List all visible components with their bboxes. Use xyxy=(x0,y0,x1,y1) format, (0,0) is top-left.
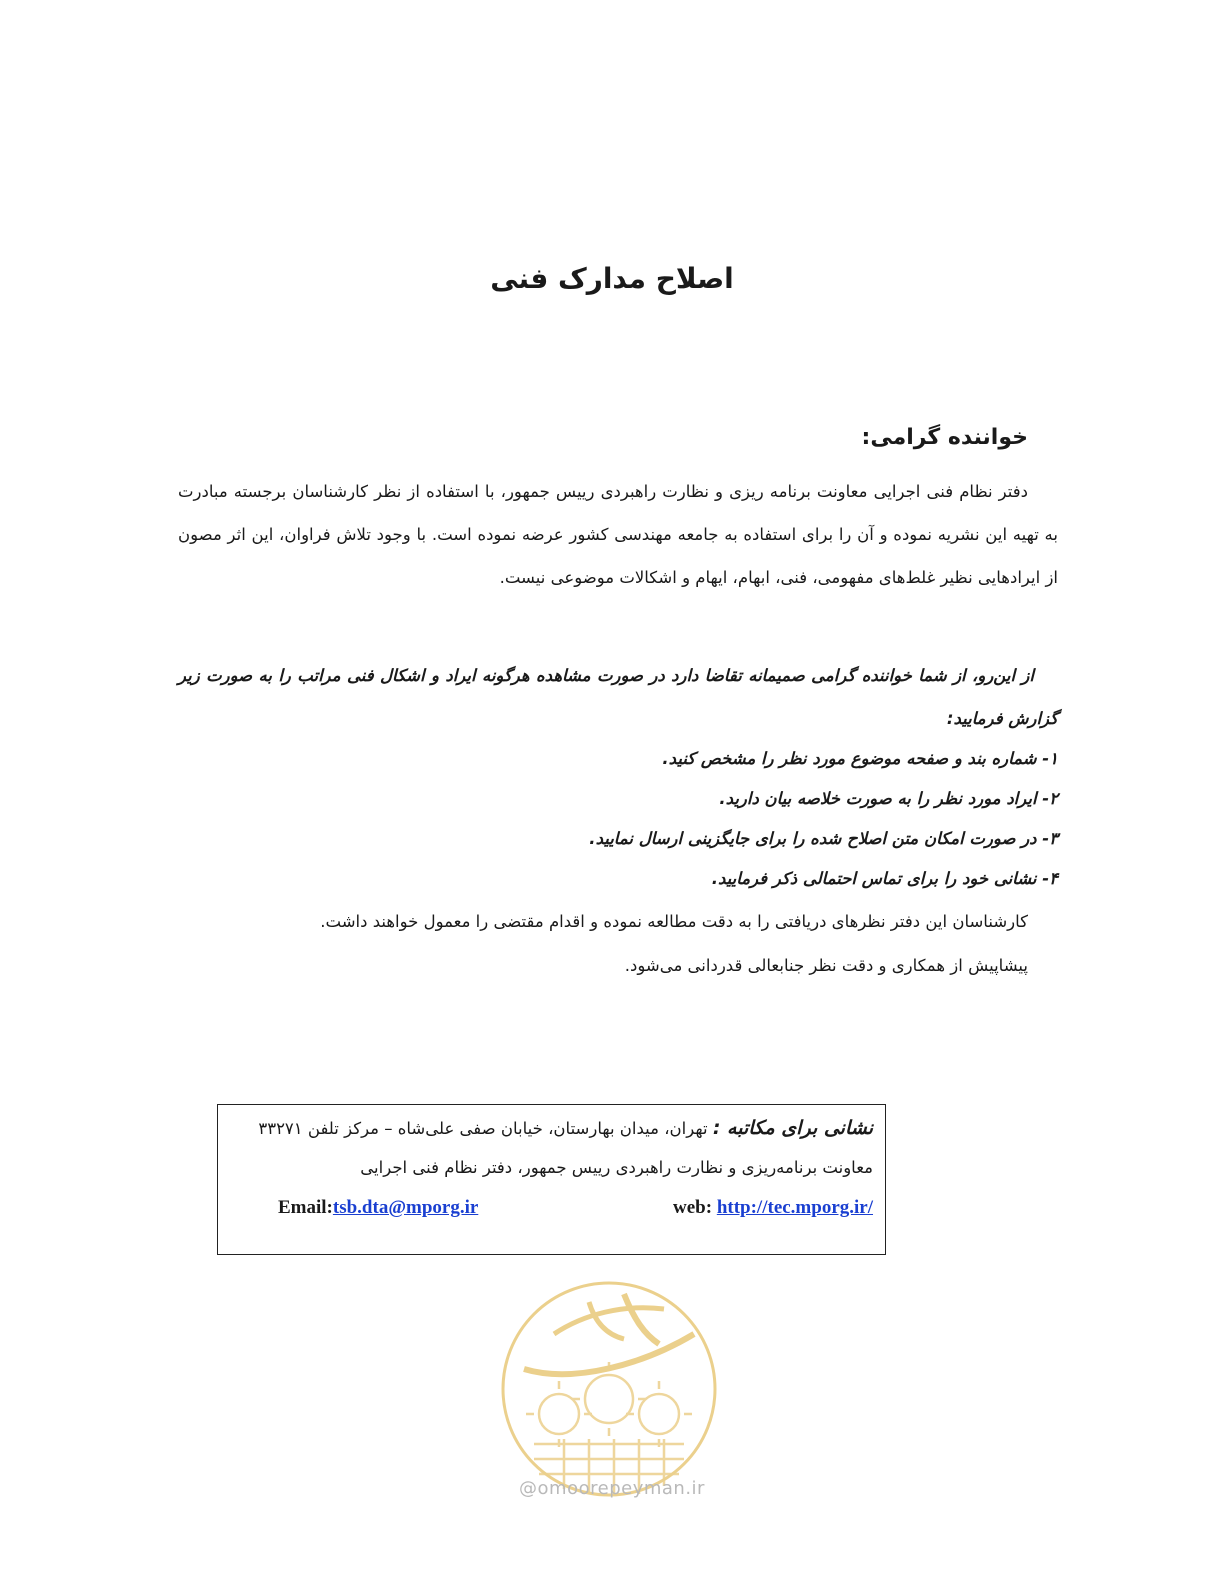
contact-address: تهران، میدان بهارستان، خیابان صفی علی‌شاه – مرکز تلفن ۳۳۲۷۱ xyxy=(258,1119,708,1138)
page-title: اصلاح مدارک فنی xyxy=(490,262,734,295)
intro-paragraph: دفتر نظام فنی اجرایی معاونت برنامه ریزی و نظارت راهبردی رییس جمهور، با استفاده از نظر کارشناسان برجسته مبادرت به تهیه این نشریه نموده و آن را برای استفاده به جامعه مهندسی کشور عرضه نموده است. با وجود تلاش فراوان، این اثر مصون از ایرادهایی نظیر غلط‌های مفهومی، فنی، ابهام، ایهام و اشکالات موضوعی نیست. xyxy=(178,482,1058,587)
request-paragraph: از این‌رو، از شما خواننده گرامی صمیمانه تقاضا دارد در صورت مشاهده هرگونه ایراد و اشکال فنی مراتب را به صورت زیر گزارش فرمایید: xyxy=(178,666,1058,728)
web-label: web: xyxy=(673,1197,717,1218)
instruction-item-1: ۱- شماره بند و صفحه موضوع مورد نظر را مشخص کنید. xyxy=(662,749,1058,768)
contact-address-line xyxy=(258,1117,873,1139)
contact-box xyxy=(217,1104,886,1255)
closing-text xyxy=(320,900,1028,988)
contact-label: نشانی برای مکاتبه : xyxy=(712,1117,873,1139)
email-link[interactable]: tsb.dta@mporg.ir xyxy=(332,1197,479,1218)
web-link[interactable]: http://tec.mporg.ir/ xyxy=(716,1197,873,1218)
watermark-site-text: @omoorepeyman.ir xyxy=(519,1478,705,1499)
instruction-item-4: ۴- نشانی خود را برای تماس احتمالی ذکر فرمایید. xyxy=(711,869,1058,888)
instruction-item-2: ۲- ایراد مورد نظر را به صورت خلاصه بیان دارید. xyxy=(719,789,1058,808)
closing-line-1: کارشناسان این دفتر نظرهای دریافتی را به دقت مطالعه نموده و اقدام مقتضی را معمول خواهند داشت. xyxy=(320,912,1028,931)
closing-line-2: پیشاپیش از همکاری و دقت نظر جنابعالی قدردانی می‌شود. xyxy=(624,956,1028,975)
greeting-heading: خواننده گرامی: xyxy=(861,425,1028,450)
instruction-item-3: ۳- در صورت امکان متن اصلاح شده را برای جایگزینی ارسال نمایید. xyxy=(589,829,1058,848)
watermark-site: omoorepeyman.ir xyxy=(537,1478,705,1499)
contact-email xyxy=(278,1197,478,1219)
contact-org: معاونت برنامه‌ریزی و نظارت راهبردی رییس جمهور، دفتر نظام فنی اجرایی xyxy=(360,1158,873,1177)
contact-web xyxy=(673,1197,873,1219)
instruction-list xyxy=(178,739,1058,899)
email-label: Email: xyxy=(278,1197,333,1218)
watermark-logo-icon xyxy=(494,1274,724,1504)
